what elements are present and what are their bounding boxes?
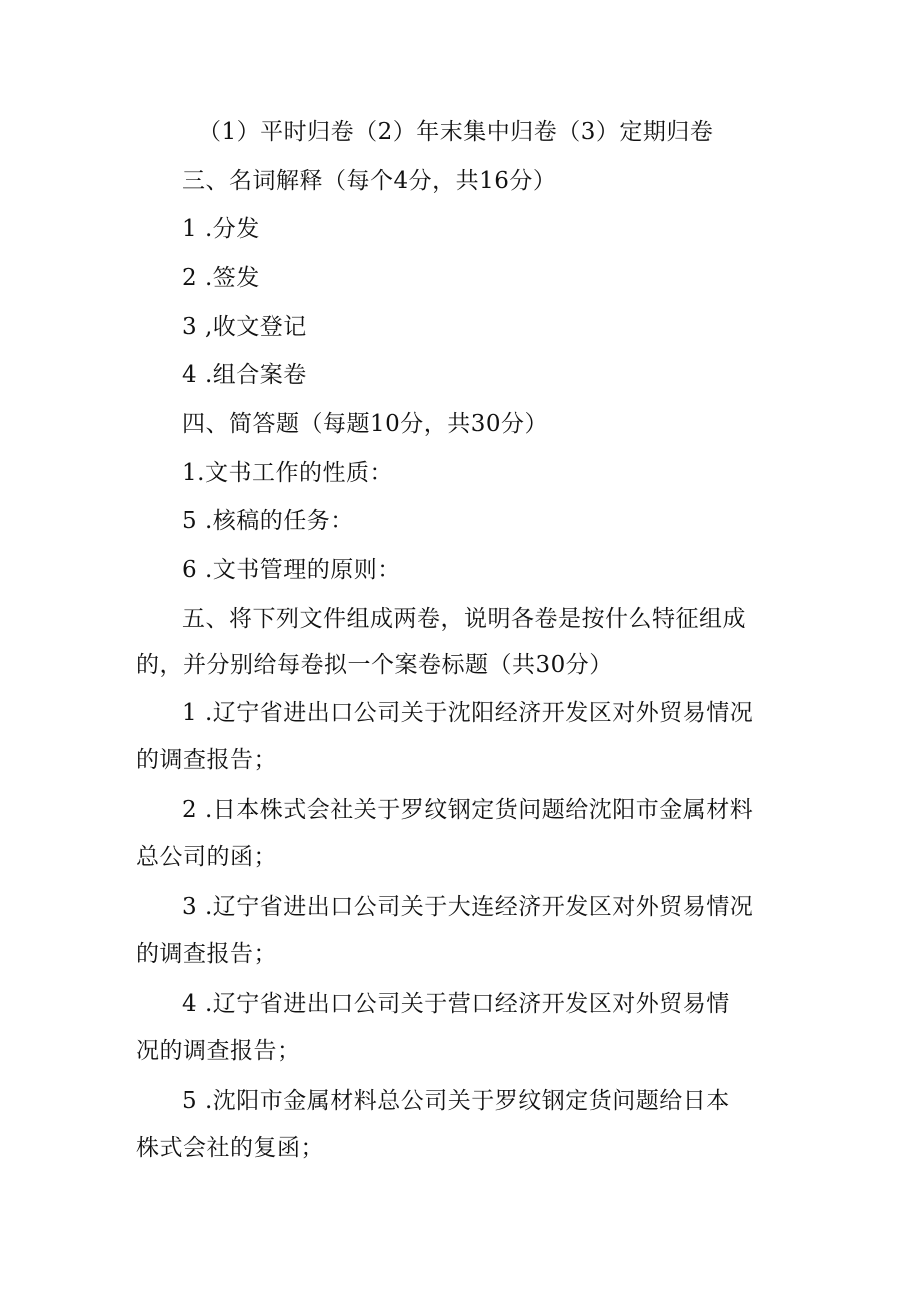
file-item-2-line-2: 总公司的函； xyxy=(136,844,277,870)
file-item-1-line-1: 1 .辽宁省进出口公司关于沈阳经济开发区对外贸易情况 xyxy=(182,700,754,726)
section-3-heading: 三、名词解释（每个4分，共16分） xyxy=(182,168,557,194)
term-item-3: 3 ,收文登记 xyxy=(182,314,307,340)
question-item-6: 6 .文书管理的原则： xyxy=(182,557,401,583)
file-item-5-line-1: 5 .沈阳市金属材料总公司关于罗纹钢定货问题给日本 xyxy=(182,1088,730,1114)
file-item-4-line-2: 况的调查报告； xyxy=(136,1038,301,1064)
section-5-heading-line-2: 的，并分别给每卷拟一个案卷标题（共30分） xyxy=(136,652,613,678)
file-item-1-line-2: 的调查报告； xyxy=(136,747,277,773)
file-item-5-line-2: 株式会社的复函； xyxy=(136,1135,324,1161)
archiving-options-line: （1）平时归卷（2）年末集中归卷（3）定期归卷 xyxy=(198,119,714,145)
term-item-4: 4 .组合案卷 xyxy=(182,362,307,388)
section-4-heading: 四、简答题（每题10分，共30分） xyxy=(182,411,549,437)
term-item-1: 1 .分发 xyxy=(182,216,260,242)
term-item-2: 2 .签发 xyxy=(182,265,260,291)
file-item-4-line-1: 4 .辽宁省进出口公司关于营口经济开发区对外贸易情 xyxy=(182,991,730,1017)
question-item-5: 5 .核稿的任务： xyxy=(182,508,354,534)
question-item-1: 1.文书工作的性质： xyxy=(182,460,393,486)
file-item-2-line-1: 2 .日本株式会社关于罗纹钢定货问题给沈阳市金属材料 xyxy=(182,797,754,823)
section-5-heading-line-1: 五、将下列文件组成两卷，说明各卷是按什么特征组成 xyxy=(182,606,746,632)
file-item-3-line-1: 3 .辽宁省进出口公司关于大连经济开发区对外贸易情况 xyxy=(182,894,754,920)
file-item-3-line-2: 的调查报告； xyxy=(136,941,277,967)
